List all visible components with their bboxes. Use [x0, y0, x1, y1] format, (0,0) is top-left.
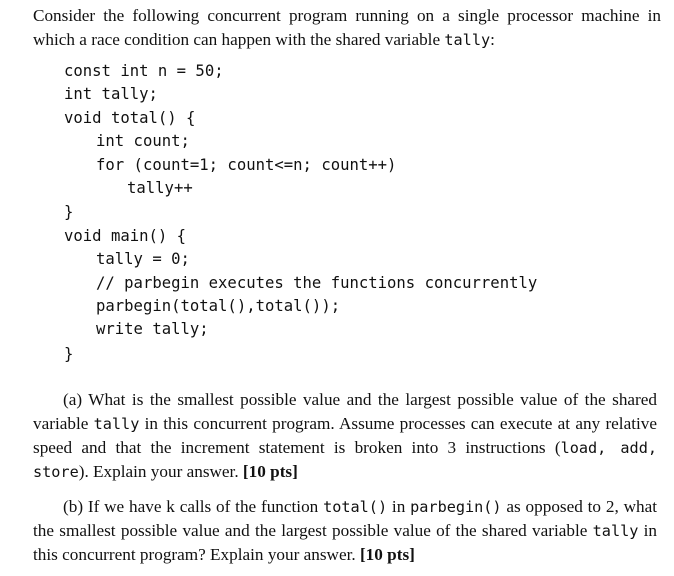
code-line: tally = 0; — [96, 250, 190, 268]
question-part-b — [33, 495, 657, 567]
part-a-text: ). Explain your answer. — [78, 462, 243, 481]
part-b-code: parbegin() — [410, 498, 502, 516]
code-line: tally++ — [127, 179, 193, 197]
intro-variable: tally — [444, 31, 491, 49]
part-b-text: as opposed to 2, what the smallest possible value and the largest possible value of the shared variable — [33, 497, 657, 540]
part-b-text: in this concurrent program? Explain your answer. — [33, 521, 658, 564]
code-line: write tally; — [96, 320, 209, 338]
part-a-text: (a) What is the smallest possible value and the largest possible value of the shared variable — [33, 390, 657, 433]
code-line: void total() { — [64, 109, 196, 127]
part-b-code: tally — [592, 522, 639, 540]
question-part-a — [33, 388, 657, 484]
code-line: parbegin(total(),total()); — [96, 297, 341, 315]
code-comment: // parbegin executes the functions concurrently — [96, 274, 538, 292]
code-line: } — [64, 345, 74, 363]
part-a-points: [10 pts] — [242, 462, 298, 481]
part-b-code: total() — [323, 498, 388, 516]
code-line: int tally; — [64, 85, 158, 103]
intro-text: Consider the following concurrent program running on a single processor machine in which a race condition can happen with the shared variable — [33, 6, 661, 49]
part-b-text: in — [387, 497, 411, 516]
part-b-text: (b) If we have k calls of the function — [63, 497, 324, 516]
question-intro — [33, 4, 661, 52]
code-line: } — [64, 203, 74, 221]
part-b-points: [10 pts] — [359, 545, 415, 564]
part-a-text: in this concurrent program. Assume processes can execute at any relative speed and that the increment statement is broken into 3 instructions ( — [33, 414, 657, 457]
part-a-code: tally — [93, 415, 140, 433]
code-line: int count; — [96, 132, 190, 150]
part-a-code: load, add, store — [33, 439, 657, 481]
intro-colon: : — [490, 30, 495, 49]
code-line: const int n = 50; — [64, 62, 224, 80]
code-line: for (count=1; count<=n; count++) — [96, 156, 397, 174]
code-line: void main() { — [64, 227, 187, 245]
